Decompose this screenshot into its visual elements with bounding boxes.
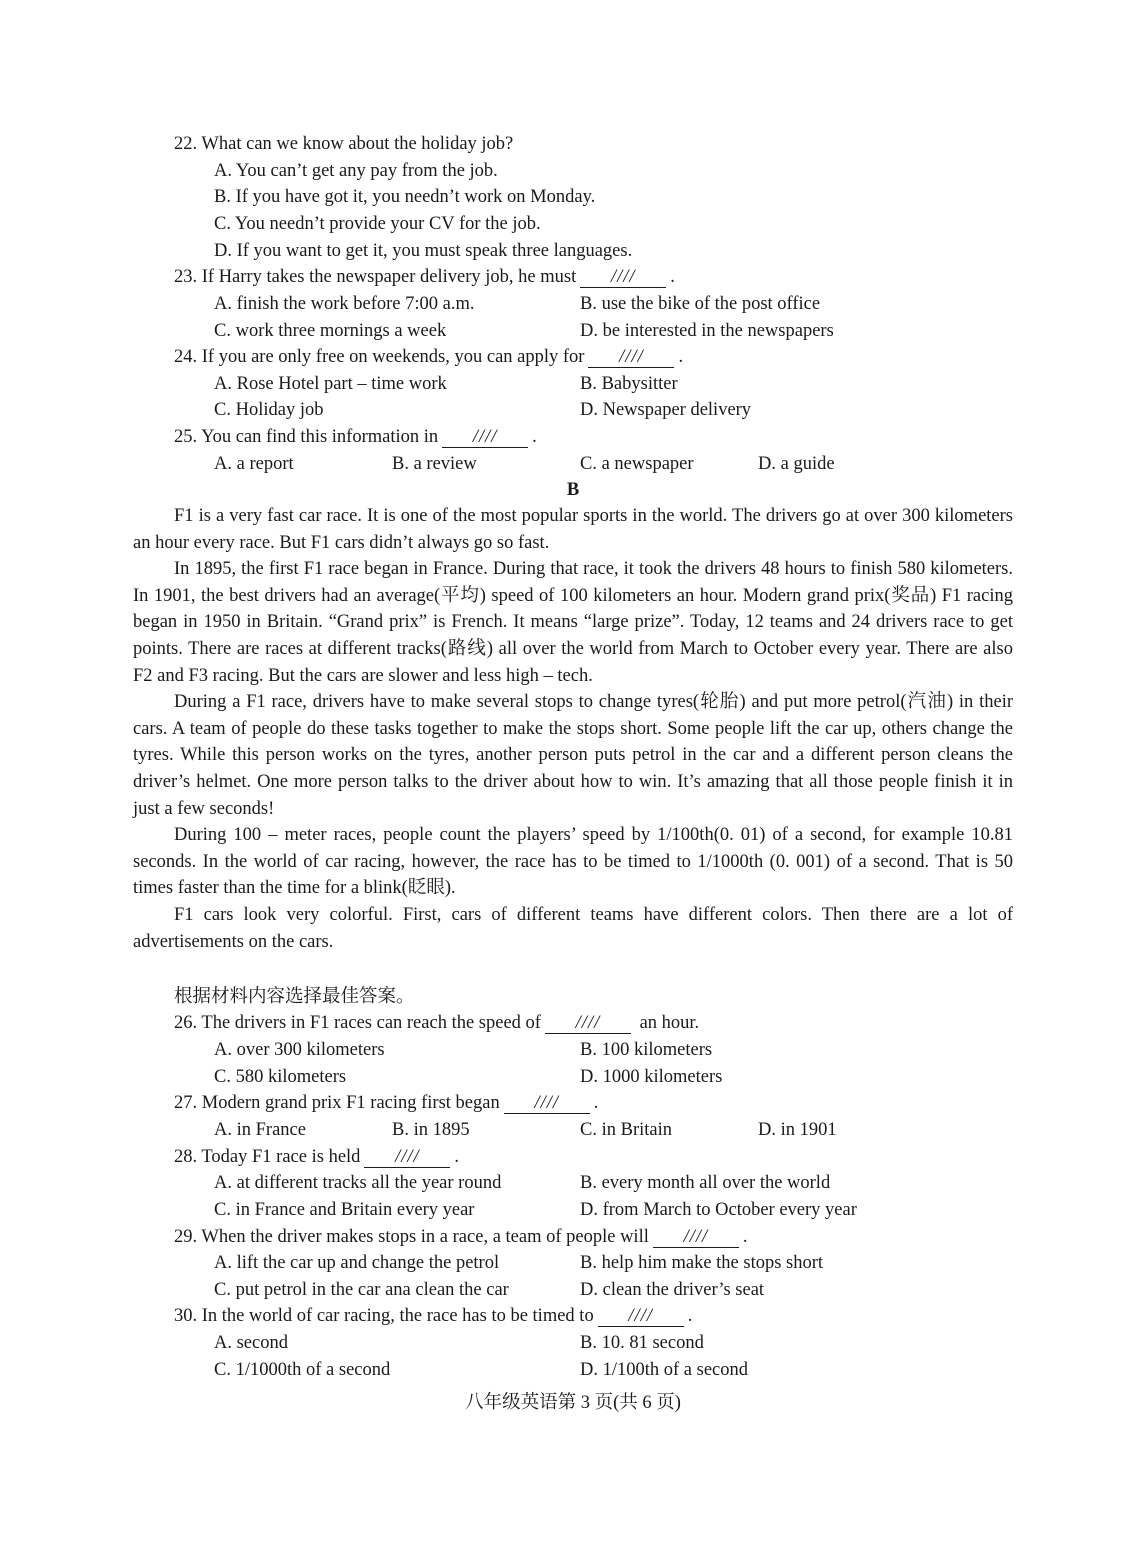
question-26: 26. The drivers in F1 races can reach the speed of //// an hour. xyxy=(174,1013,700,1033)
question-25: 25. You can find this information in //// . xyxy=(174,427,537,447)
option-25c: C. a newspaper xyxy=(580,454,694,474)
question-29: 29. When the driver makes stops in a race, a team of people will //// . xyxy=(174,1227,748,1247)
option-30d: D. 1/100th of a second xyxy=(580,1360,749,1380)
answer-blank: //// xyxy=(598,1307,684,1327)
option-30c: C. 1/1000th of a second xyxy=(214,1360,391,1380)
instruction: 根据材料内容选择最佳答案。 xyxy=(174,987,415,1007)
option-25a: A. a report xyxy=(214,454,294,474)
option-26b: B. 100 kilometers xyxy=(580,1040,713,1060)
option-24c: C. Holiday job xyxy=(214,400,324,420)
reading-passage xyxy=(133,503,1013,955)
option-24b: B. Babysitter xyxy=(580,374,678,394)
option-22a: A. You can’t get any pay from the job. xyxy=(214,161,498,181)
option-30a: A. second xyxy=(214,1333,288,1353)
question-28: 28. Today F1 race is held //// . xyxy=(174,1147,460,1167)
option-29b: B. help him make the stops short xyxy=(580,1253,824,1273)
option-30b: B. 10. 81 second xyxy=(580,1333,704,1353)
option-23c: C. work three mornings a week xyxy=(214,321,447,341)
passage-paragraph-3: During a F1 race, drivers have to make several stops to change tyres(轮胎) and put more petrol(汽油) in their cars. A team of people do these tasks together to make the stops short. Some people lift the car up, others change the tyres. While this person works on the tyres, another person puts petrol in the car and a different person cleans the driver’s helmet. One more person talks to the driver about how to win. It’s amazing that all those people finish it in just a few seconds! xyxy=(133,692,1013,819)
option-24d: D. Newspaper delivery xyxy=(580,400,752,420)
option-28b: B. every month all over the world xyxy=(580,1173,831,1193)
option-27a: A. in France xyxy=(214,1120,306,1140)
answer-blank: //// xyxy=(588,348,674,368)
option-28a: A. at different tracks all the year round xyxy=(214,1173,502,1193)
question-22: 22. What can we know about the holiday job? xyxy=(174,134,514,154)
passage-paragraph-5: F1 cars look very colorful. First, cars of different teams have different colors. Then there are a lot of advertisements on the cars. xyxy=(133,904,1013,952)
question-30: 30. In the world of car racing, the race has to be timed to //// . xyxy=(174,1306,693,1326)
option-27d: D. in 1901 xyxy=(758,1120,837,1140)
option-23d: D. be interested in the newspapers xyxy=(580,321,834,341)
option-23b: B. use the bike of the post office xyxy=(580,294,821,314)
option-22c: C. You needn’t provide your CV for the job. xyxy=(214,214,541,234)
option-26c: C. 580 kilometers xyxy=(214,1067,347,1087)
option-27b: B. in 1895 xyxy=(392,1120,470,1140)
answer-blank: //// xyxy=(653,1228,739,1248)
answer-blank: //// xyxy=(580,268,666,288)
option-27c: C. in Britain xyxy=(580,1120,672,1140)
option-25d: D. a guide xyxy=(758,454,835,474)
option-28d: D. from March to October every year xyxy=(580,1200,857,1220)
option-23a: A. finish the work before 7:00 a.m. xyxy=(214,294,475,314)
option-22b: B. If you have got it, you needn’t work on Monday. xyxy=(214,187,596,207)
option-26d: D. 1000 kilometers xyxy=(580,1067,723,1087)
answer-blank: //// xyxy=(442,428,528,448)
question-27: 27. Modern grand prix F1 racing first began //// . xyxy=(174,1093,599,1113)
option-25b: B. a review xyxy=(392,454,477,474)
answer-blank: //// xyxy=(364,1148,450,1168)
option-26a: A. over 300 kilometers xyxy=(214,1040,385,1060)
passage-paragraph-4: During 100 – meter races, people count the players’ speed by 1/100th(0. 01) of a second, for example 10.81 seconds. In the world of car racing, however, the race has to be timed to 1/1000th (0. 001) of a second. That is 50 times faster than the time for a blink(眨眼). xyxy=(133,825,1013,899)
question-23: 23. If Harry takes the newspaper delivery job, he must //// . xyxy=(174,267,675,287)
answer-blank: //// xyxy=(545,1014,631,1034)
option-24a: A. Rose Hotel part – time work xyxy=(214,374,447,394)
option-29c: C. put petrol in the car ana clean the car xyxy=(214,1280,509,1300)
option-29a: A. lift the car up and change the petrol xyxy=(214,1253,500,1273)
answer-blank: //// xyxy=(504,1094,590,1114)
question-24: 24. If you are only free on weekends, you can apply for //// . xyxy=(174,347,684,367)
passage-paragraph-2: In 1895, the first F1 race began in France. During that race, it took the drivers 48 hours to finish 580 kilometers. In 1901, the best drivers had an average(平均) speed of 100 kilometers an hour. Modern grand prix(奖品) F1 racing began in 1950 in Britain. “Grand prix” is French. It means “large prize”. Today, 12 teams and 24 drivers race to get points. There are races at different tracks(路线) all over the world from March to October every year. There are also F2 and F3 racing. But the cars are slower and less high – tech. xyxy=(133,559,1013,686)
option-29d: D. clean the driver’s seat xyxy=(580,1280,765,1300)
section-heading-b: B xyxy=(566,480,580,500)
passage-paragraph-1: F1 is a very fast car race. It is one of the most popular sports in the world. The drivers go at over 300 kilometers an hour every race. But F1 cars didn’t always go so fast. xyxy=(133,506,1013,553)
page-footer: 八年级英语第 3 页(共 6 页) xyxy=(465,1393,681,1413)
option-28c: C. in France and Britain every year xyxy=(214,1200,475,1220)
option-22d: D. If you want to get it, you must speak three languages. xyxy=(214,241,633,261)
